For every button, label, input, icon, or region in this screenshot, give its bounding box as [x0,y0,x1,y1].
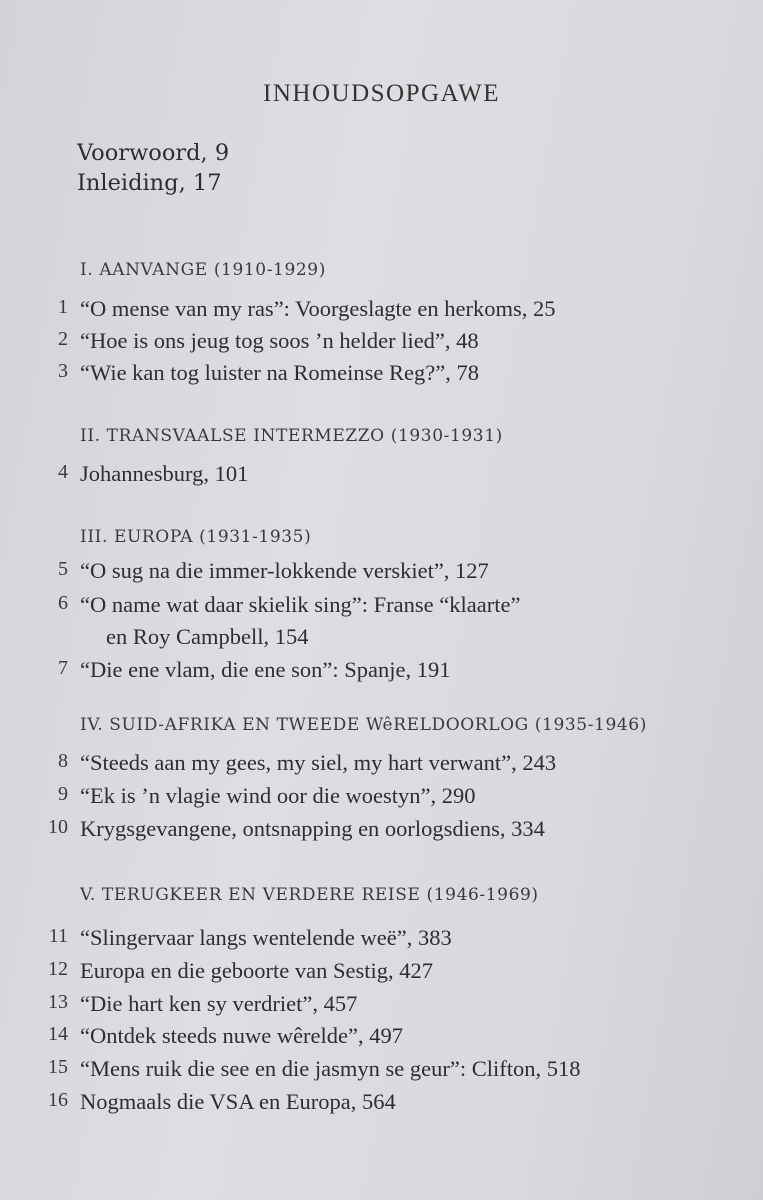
chapter-title: “Ontdek steeds nuwe wêrelde”, 497 [80,1023,404,1048]
chapter-number: 1 [58,296,68,318]
chapter-number: 3 [58,360,68,382]
page-title: INHOUDSOPGAWE [263,80,500,107]
chapter-title: Krygsgevangene, ontsnapping en oorlogsdiens, 334 [80,816,545,841]
part-heading: I. AANVANGE (1910-1929) [80,260,326,280]
chapter-number: 12 [48,958,68,980]
chapter-title: “O name wat daar skielik sing”: Franse “klaarte” [80,592,521,617]
chapter-title: Johannesburg, 101 [80,461,249,486]
chapter-number: 5 [58,558,68,580]
chapter-title: “Steeds aan my gees, my siel, my hart verwant”, 243 [80,750,557,775]
chapter-number: 14 [48,1023,68,1045]
chapter-title: “Die hart ken sy verdriet”, 457 [80,991,358,1016]
chapter-number: 7 [58,657,68,679]
chapter-title: “Slingervaar langs wentelende weë”, 383 [80,925,452,950]
chapter-title: “Die ene vlam, die ene son”: Spanje, 191 [80,657,451,682]
chapter-number: 11 [48,925,68,947]
chapter-number: 10 [48,816,68,838]
front-matter-entry: Inleiding, 17 [77,170,222,196]
chapter-number: 15 [48,1056,68,1078]
chapter-number: 16 [48,1089,68,1111]
front-matter-entry: Voorwoord, 9 [77,140,230,166]
chapter-number: 9 [58,783,68,805]
chapter-title: “O mense van my ras”: Voorgeslagte en herkoms, 25 [80,296,556,321]
chapter-number: 2 [58,328,68,350]
chapter-title-continuation: en Roy Campbell, 154 [106,624,309,649]
part-heading: V. TERUGKEER EN VERDERE REISE (1946-1969) [80,885,539,905]
chapter-title: Europa en die geboorte van Sestig, 427 [80,958,434,983]
chapter-title: “Hoe is ons jeug tog soos ’n helder lied”, 48 [80,328,479,353]
part-heading: II. TRANSVAALSE INTERMEZZO (1930-1931) [80,426,503,446]
chapter-title: “Wie kan tog luister na Romeinse Reg?”, 78 [80,360,479,385]
chapter-title: “Ek is ’n vlagie wind oor die woestyn”, 290 [80,783,476,808]
chapter-title: Nogmaals die VSA en Europa, 564 [80,1089,396,1114]
chapter-title: “O sug na die immer-lokkende verskiet”, 127 [80,558,489,583]
chapter-number: 13 [48,991,68,1013]
part-heading: III. EUROPA (1931-1935) [80,527,312,547]
chapter-number: 8 [58,750,68,772]
part-heading: IV. SUID-AFRIKA EN TWEEDE WêRELDOORLOG (1935-1946) [80,715,647,735]
chapter-title: “Mens ruik die see en die jasmyn se geur”: Clifton, 518 [80,1056,581,1081]
chapter-number: 6 [58,592,68,614]
chapter-number: 4 [58,461,68,483]
